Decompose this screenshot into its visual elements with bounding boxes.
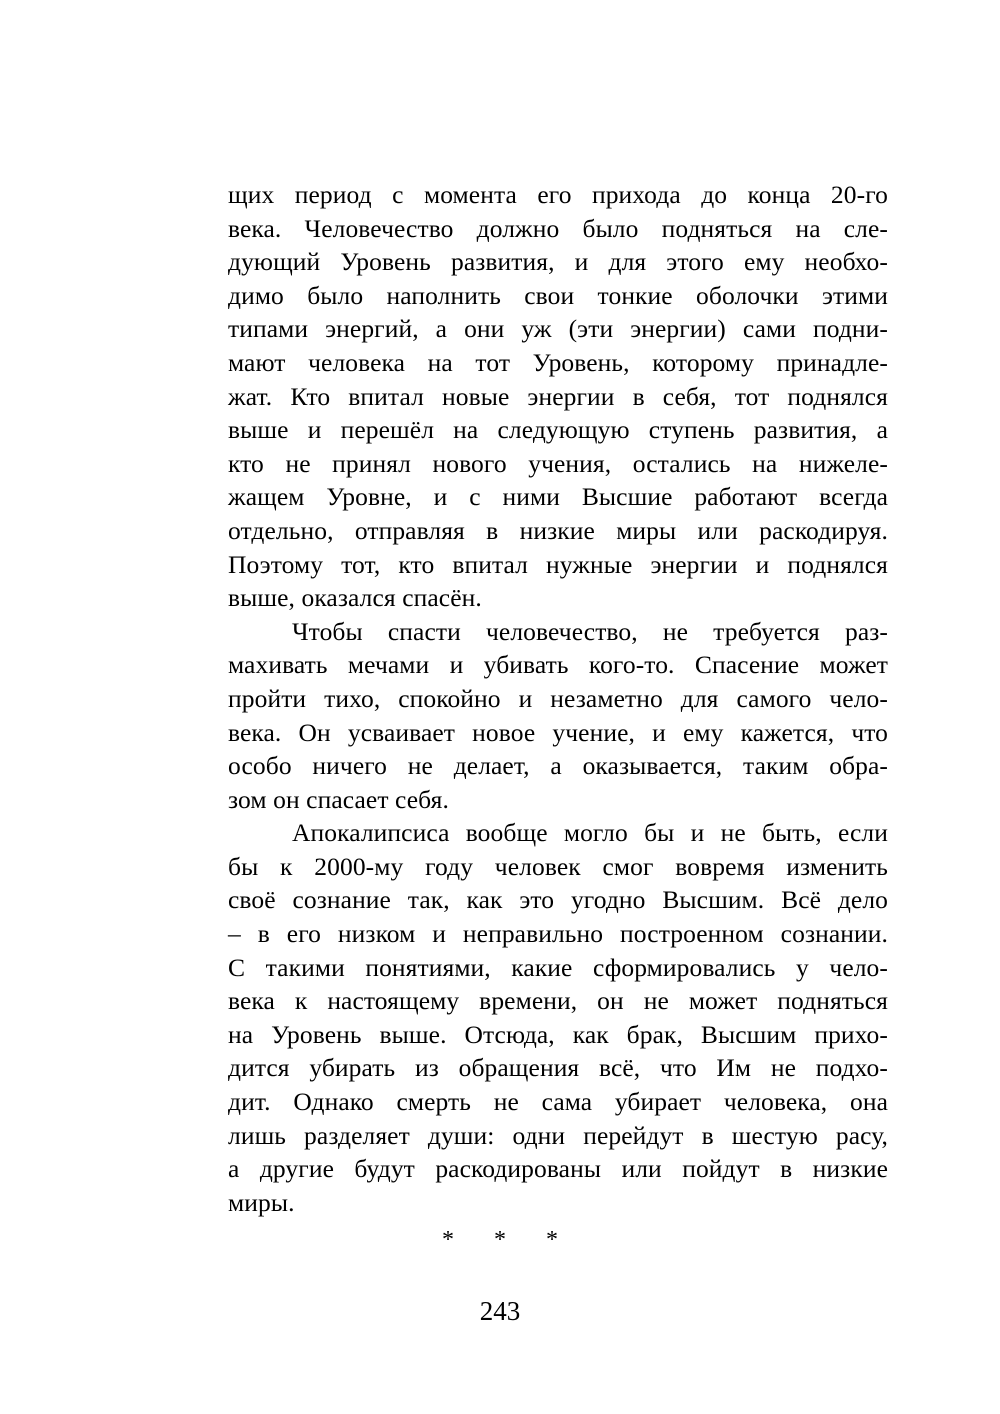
text-line: С такими понятиями, какие сформировались у чело-: [228, 952, 888, 982]
text-line: кто не принял нового учения, остались на нижеле-: [228, 448, 888, 478]
text-line: века. Он усваивает новое учение, и ему кажется, что: [228, 717, 888, 747]
asterisk-glyph: *: [442, 1227, 454, 1253]
text-line: века к настоящему времени, он не может подняться: [228, 986, 888, 1016]
text-line: особо ничего не делает, а оказывается, таким обра-: [228, 751, 888, 781]
text-line: лишь разделяет души: одни перейдут в шестую расу,: [228, 1120, 888, 1150]
section-separator: [0, 1228, 1000, 1252]
text-line: типами энергий, а они уж (эти энергии) сами подни-: [228, 314, 888, 344]
text-line: жащем Уровне, и с ними Высшие работают всегда: [228, 482, 888, 512]
asterisk-glyph: *: [494, 1227, 506, 1253]
text-line: мают человека на тот Уровень, которому принадле-: [228, 347, 888, 377]
text-line: щих период с момента его прихода до конца 20-го: [228, 180, 888, 209]
text-line: жат. Кто впитал новые энергии в себя, тот поднялся: [228, 381, 888, 411]
text-line: отдельно, отправляя в низкие миры или раскодируя.: [228, 515, 888, 545]
text-line: на Уровень выше. Отсюда, как брак, Высшим прихо-: [228, 1019, 888, 1049]
page-number: 243: [479, 1296, 521, 1326]
page-text-body: [228, 178, 888, 1219]
text-line: а другие будут раскодированы или пойдут в низкие: [228, 1154, 888, 1184]
text-line: димо было наполнить свои тонкие оболочки этими: [228, 280, 888, 310]
text-line: дит. Однако смерть не сама убирает человека, она: [228, 1087, 888, 1117]
text-line: века. Человечество должно было подняться на сле-: [228, 213, 888, 243]
text-line: Чтобы спасти человечество, не требуется раз-: [292, 616, 888, 646]
paragraph: [228, 615, 888, 817]
text-line: бы к 2000-му году человек смог вовремя изменить: [228, 851, 888, 881]
text-line: – в его низком и неправильно построенном сознании.: [228, 919, 888, 949]
text-line: пройти тихо, спокойно и незаметно для самого чело-: [228, 683, 888, 713]
asterisk-glyph: *: [546, 1227, 558, 1253]
text-line: Поэтому тот, кто впитал нужные энергии и поднялся: [228, 549, 888, 579]
text-line: Апокалипсиса вообще могло бы и не быть, если: [292, 818, 888, 848]
paragraph: [228, 816, 888, 1219]
text-line: дится убирать из обращения всё, что Им не подхо-: [228, 1053, 888, 1083]
paragraph: [228, 178, 888, 615]
text-line: выше и перешёл на следующую ступень развития, а: [228, 415, 888, 445]
text-line: махивать мечами и убивать кого-то. Спасение может: [228, 650, 888, 680]
text-line: зом он спасает себя.: [228, 784, 449, 814]
text-line: миры.: [228, 1187, 295, 1217]
text-line: своё сознание так, как это угодно Высшим. Всё дело: [228, 885, 888, 915]
text-line: дующий Уровень развития, и для этого ему необхо-: [228, 247, 888, 277]
text-line: выше, оказался спасён.: [228, 583, 482, 613]
